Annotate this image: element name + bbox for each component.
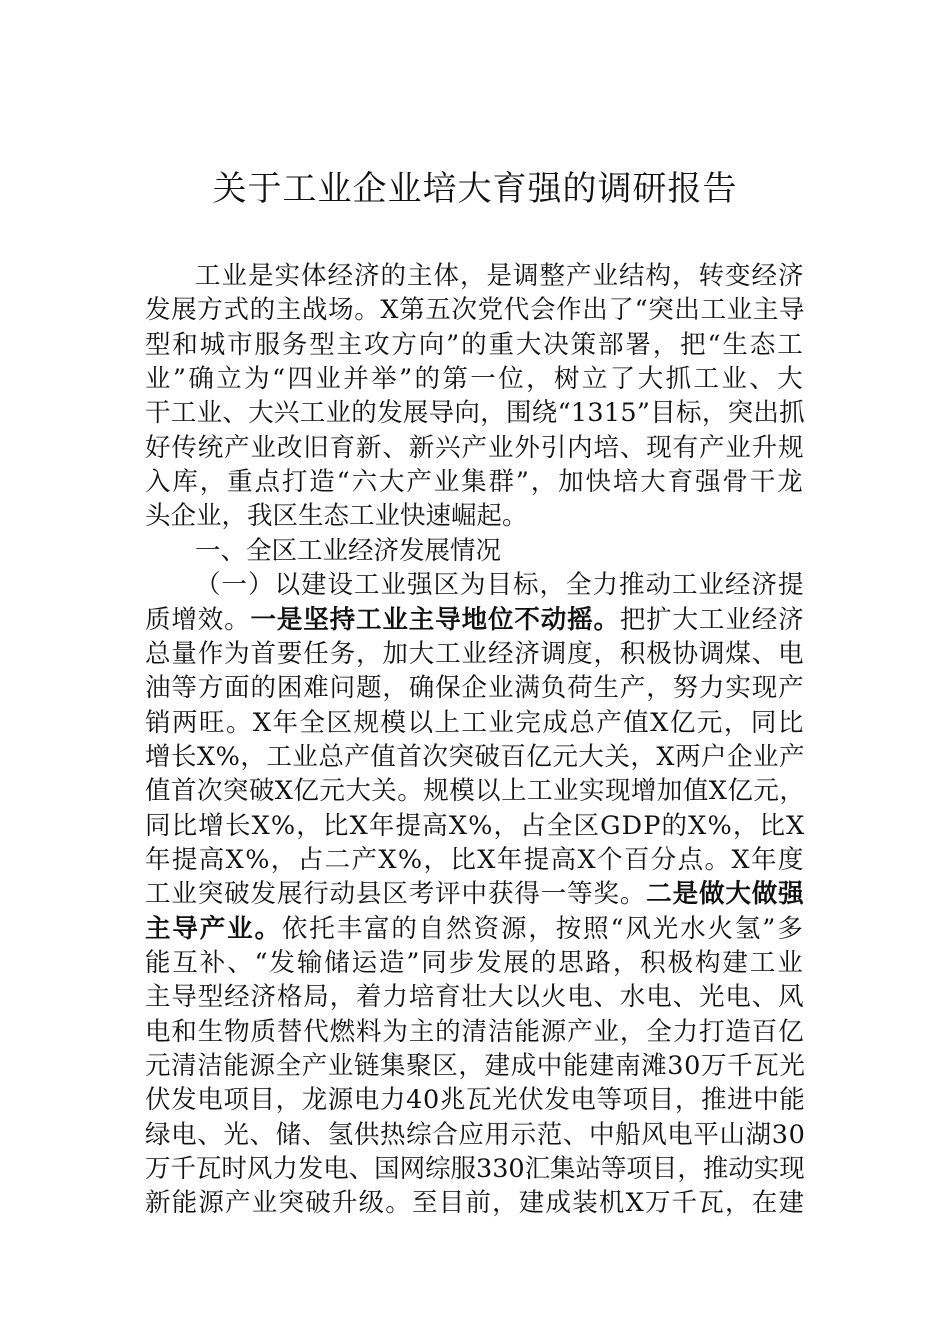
text-line [145,465,805,499]
text-run: 伏发电项目，龙源电力40兆瓦光伏发电等项目，推进中能 [145,1085,806,1116]
text-line [145,774,805,808]
text-line [145,671,805,705]
text-run: 总量作为首要任务，加大工业经济调度，积极协调煤、电 [145,638,805,669]
text-line [145,637,805,671]
bold-text-run: 一是坚持工业主导地位不动摇。 [250,604,620,635]
text-run: 入库，重点打造“六大产业集群”，加快培大育强骨干龙 [145,467,805,498]
text-line [145,1118,805,1152]
text-line [145,293,805,327]
text-run: 销两旺。X年全区规模以上工业完成总产值X亿元，同比 [145,707,805,738]
text-line [195,534,501,568]
text-line [145,740,805,774]
text-line [145,980,805,1014]
text-line [145,1049,805,1083]
text-line [145,1015,805,1049]
text-run: 工业突破发展行动县区考评中获得一等奖。 [145,879,647,910]
text-run: 好传统产业改旧育新、新兴产业外引内培、现有产业升规 [145,432,805,463]
text-run: 新能源产业突破升级。至目前，建成装机X万千瓦，在建 [145,1188,806,1219]
text-run: 年提高X%，占二产X%，比X年提高X个百分点。X年度 [145,844,805,875]
text-run: 同比增长X%，比X年提高X%，占全区GDP的X%，比X [145,810,806,841]
text-line [145,843,805,877]
text-run: 头企业，我区生态工业快速崛起。 [145,501,528,532]
text-run: 值首次突破X亿元大关。规模以上工业实现增加值X亿元， [145,776,806,807]
text-line [145,706,805,740]
bold-text-run: 二是做大做强 [646,879,805,910]
document-title: 关于工业企业培大育强的调研报告 [212,169,738,209]
text-line [145,603,805,637]
text-line [145,809,805,843]
text-run: 元清洁能源全产业链集聚区，建成中能建南滩30万千瓦光 [145,1051,806,1082]
text-run: 质增效。 [145,604,251,635]
text-line [195,259,805,293]
text-run: 依托丰富的自然资源，按照“风光水火氢”多 [281,913,805,944]
text-line [145,1083,805,1117]
text-run: 万千瓦时风力发电、国网综服330汇集站等项目，推动实现 [145,1154,805,1185]
text-run: （一）以建设工业强区为目标，全力推动工业经济提 [195,570,805,601]
text-run: 能互补、“发输储运造”同步发展的思路，积极构建工业 [145,948,805,978]
text-run: 发展方式的主战场。X第五次党代会作出了“突出工业主导 [145,295,806,326]
text-line [145,328,805,362]
text-run: 绿电、光、储、氢供热综合应用示范、中船风电平山湖30 [145,1119,806,1150]
text-run: 干工业、大兴工业的发展导向，围绕“1315”目标，突出抓 [145,398,805,429]
text-line [145,431,805,465]
text-run: 型和城市服务型主攻方向”的重大决策部署，把“生态工 [145,329,805,360]
text-line [145,877,805,911]
text-line [145,1186,805,1220]
text-run: 一、全区工业经济发展情况 [195,535,502,566]
text-run: 增长X%，工业总产值首次突破百亿元大关，X两户企业产 [145,741,806,772]
text-line [145,362,805,396]
text-line [145,946,805,980]
text-line [145,499,528,533]
text-run: 油等方面的困难问题，确保企业满负荷生产，努力实现产 [145,673,805,704]
text-run: 业”确立为“四业并举”的第一位，树立了大抓工业、大 [145,364,806,395]
text-line [195,568,805,602]
text-line [145,912,805,946]
text-line [145,396,805,430]
text-run: 工业是实体经济的主体，是调整产业结构，转变经济 [195,261,805,291]
text-run: 主导型经济格局，着力培育壮大以火电、水电、光电、风 [145,982,805,1013]
text-run: 电和生物质替代燃料为主的清洁能源产业，全力打造百亿 [145,1016,805,1047]
bold-text-run: 主导产业。 [145,913,282,944]
text-line [145,1152,805,1186]
text-run: 把扩大工业经济 [619,604,805,635]
